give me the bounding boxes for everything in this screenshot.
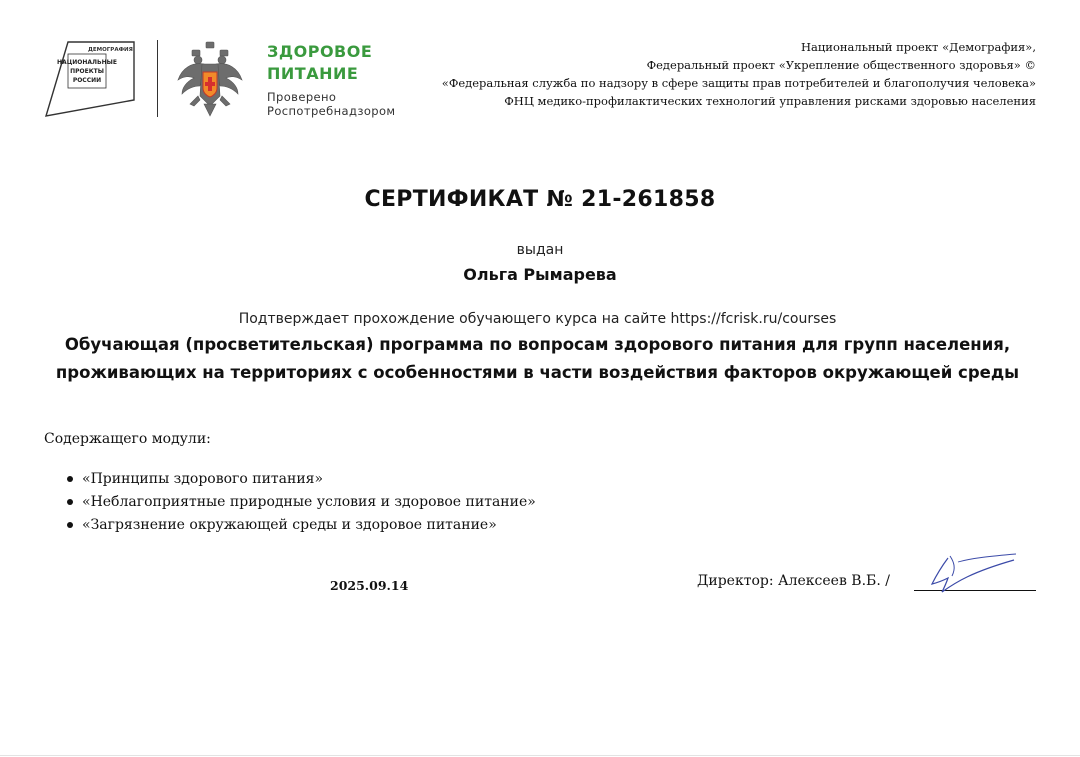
header-text [416, 38, 1036, 110]
module-name: «Загрязнение окружающей среды и здоровое питание» [82, 517, 497, 533]
header-line-4: ФНЦ медико-профилактических технологий управления рисками здоровью населения [504, 94, 1036, 108]
header-line-3: «Федеральная служба по надзору в сфере защиты прав потребителей и благополучия человека» [441, 76, 1036, 90]
healthy-food-title: ЗДОРОВОЕ ПИТАНИЕ [267, 42, 373, 83]
module-name: «Неблагоприятные природные условия и здоровое питание» [82, 494, 536, 510]
issue-date: 2025.09.14 [330, 578, 409, 593]
bottom-rule [0, 755, 1080, 756]
issued-label: выдан [516, 242, 564, 258]
bullet-icon [67, 476, 73, 482]
bullet-icon [67, 499, 73, 505]
modules-label: Содержащего модули: [44, 431, 211, 447]
list-item [64, 491, 536, 514]
logo-np-line-2: ПРОЕКТЫ [70, 68, 104, 75]
national-projects-logo [44, 40, 136, 118]
logo-np-line-1: НАЦИОНАЛЬНЫЕ [57, 59, 117, 66]
confirm-text: Подтверждает прохождение обучающего курса на сайте https://fcrisk.ru/courses [238, 311, 837, 327]
certificate-title: СЕРТИФИКАТ № 21-261858 [364, 187, 716, 212]
logo-divider [157, 40, 158, 117]
header-line-1: Национальный проект «Демография», [801, 40, 1036, 54]
signature-icon [922, 548, 1022, 598]
director-label: Директор: Алексеев В.Б. / [697, 573, 890, 589]
modules-list [64, 468, 536, 537]
list-item [64, 514, 536, 537]
header-line-2: Федеральный проект «Укрепление общественного здоровья» © [646, 58, 1036, 72]
logo-np-top: ДЕМОГРАФИЯ [88, 47, 133, 53]
bullet-icon [67, 522, 73, 528]
logo-np-line-3: РОССИИ [72, 77, 102, 84]
module-name: «Принципы здорового питания» [82, 471, 324, 487]
eagle-emblem-icon [176, 40, 244, 118]
healthy-food-subtitle: Проверено Роспотребнадзором [267, 90, 396, 118]
recipient-name: Ольга Рымарева [463, 265, 617, 284]
list-item [64, 468, 536, 491]
program-title: Обучающая (просветительская) программа по вопросам здорового питания для групп населения, проживающих на территориях с особенностями в части воздействия факторов окружающей среды [55, 335, 1020, 382]
